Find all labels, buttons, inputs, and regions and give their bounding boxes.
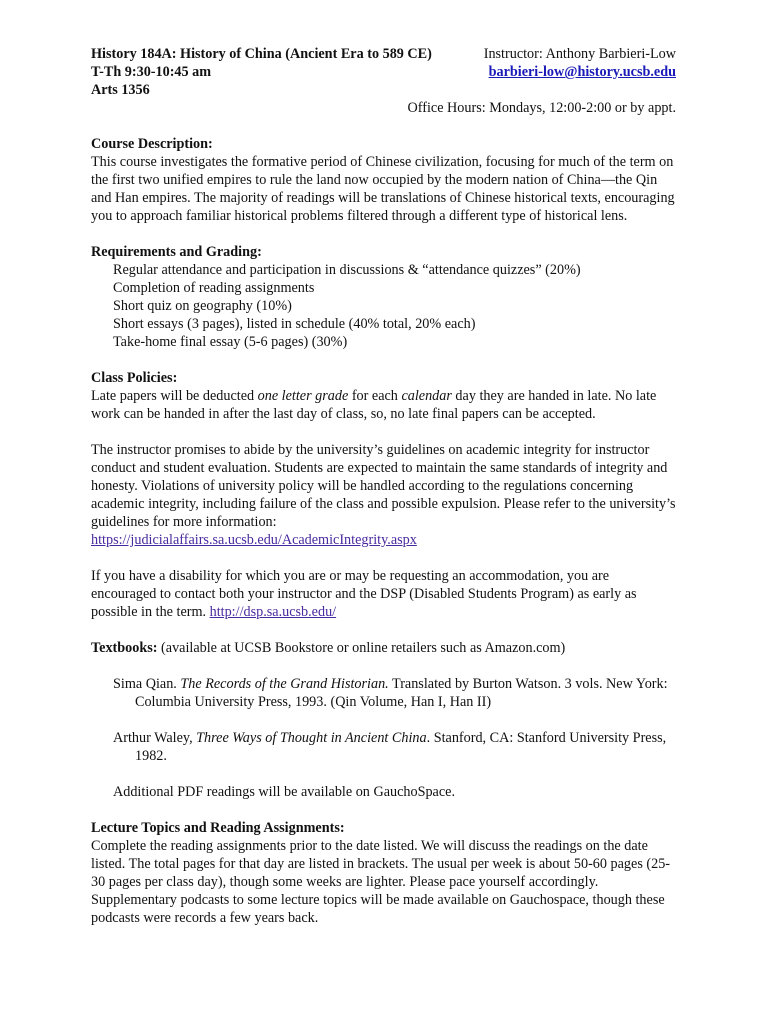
textbook-item: Arthur Waley, Three Ways of Thought in Ancient China. Stanford, CA: Stanford University Press, 1982. bbox=[113, 730, 667, 764]
class-time: T-Th 9:30-10:45 am bbox=[91, 64, 212, 80]
textbooks-note: (available at UCSB Bookstore or online retailers such as Amazon.com) bbox=[157, 640, 566, 656]
requirement-item: Take-home final essay (5-6 pages) (30%) bbox=[113, 334, 348, 350]
header-row-3 bbox=[91, 81, 676, 99]
requirement-item: Short essays (3 pages), listed in schedule (40% total, 20% each) bbox=[113, 316, 476, 332]
late-policy: Late papers will be deducted one letter grade for each calendar day they are handed in late. No late work can be handed in after the last day of class, so, no late final papers can be accepted. bbox=[91, 388, 657, 422]
class-room: Arts 1356 bbox=[91, 82, 150, 98]
requirement-item: Regular attendance and participation in discussions & “attendance quizzes” (20%) bbox=[113, 262, 581, 278]
integrity-link[interactable]: https://judicialaffairs.sa.ucsb.edu/AcademicIntegrity.aspx bbox=[91, 532, 417, 548]
instructor-name: Instructor: Anthony Barbieri-Low bbox=[483, 46, 676, 62]
header-row-2 bbox=[91, 63, 676, 81]
textbooks-line bbox=[91, 639, 676, 657]
additional-readings: Additional PDF readings will be available on GauchoSpace. bbox=[113, 784, 455, 800]
course-title: History 184A: History of China (Ancient Era to 589 CE) bbox=[91, 46, 432, 62]
policies-heading: Class Policies: bbox=[91, 370, 178, 386]
instructor-email-link[interactable]: barbieri-low@history.ucsb.edu bbox=[488, 64, 676, 80]
requirement-item: Completion of reading assignments bbox=[113, 280, 315, 296]
requirement-item: Short quiz on geography (10%) bbox=[113, 298, 292, 314]
disability-policy: If you have a disability for which you are or may be requesting an accommodation, you are encouraged to contact both your instructor and the DSP (Disabled Students Program) as early as possible in the term. http://dsp.sa.ucsb.edu/ bbox=[91, 568, 637, 620]
header-row-1 bbox=[91, 45, 676, 63]
description-text: This course investigates the formative period of Chinese civilization, focusing for much of the term on the first two unified empires to rule the land now occupied by the modern nation of China—the Qin and Han empires. The majority of readings will be translations of Chinese historical texts, encouraging you to approach familiar historical problems filtered through a different type of historical lens. bbox=[91, 154, 675, 224]
textbook-item: Sima Qian. The Records of the Grand Historian. Translated by Burton Watson. 3 vols. New York: Columbia University Press, 1993. (Qin Volume, Han I, Han II) bbox=[113, 676, 668, 710]
integrity-policy: The instructor promises to abide by the university’s guidelines on academic integrity for instructor conduct and student evaluation. Students are expected to maintain the same standards of integrity and honesty. Violations of university policy will be handled according to the regulations concerning academic integrity, including failure of the class and possible expulsion. Please refer to the university’s guidelines for more information: bbox=[91, 442, 676, 530]
requirements-heading: Requirements and Grading: bbox=[91, 244, 262, 260]
office-hours: Office Hours: Mondays, 12:00-2:00 or by appt. bbox=[407, 100, 676, 116]
header-row-4 bbox=[91, 99, 676, 117]
dsp-link[interactable]: http://dsp.sa.ucsb.edu/ bbox=[209, 604, 337, 620]
lectures-text: Complete the reading assignments prior to the date listed. We will discuss the readings on the date listed. The total pages for that day are listed in brackets. The usual per week is about 50-60 pages (25-30 pages per class day), though some weeks are lighter. Please pace yourself accordingly. Supplementary podcasts to some lecture topics will be made available on Gauchospace, though these podcasts were records a few years back. bbox=[91, 838, 671, 926]
textbooks-heading: Textbooks: bbox=[91, 640, 158, 656]
syllabus-page bbox=[91, 45, 676, 927]
description-heading: Course Description: bbox=[91, 136, 213, 152]
lectures-heading: Lecture Topics and Reading Assignments: bbox=[91, 820, 345, 836]
